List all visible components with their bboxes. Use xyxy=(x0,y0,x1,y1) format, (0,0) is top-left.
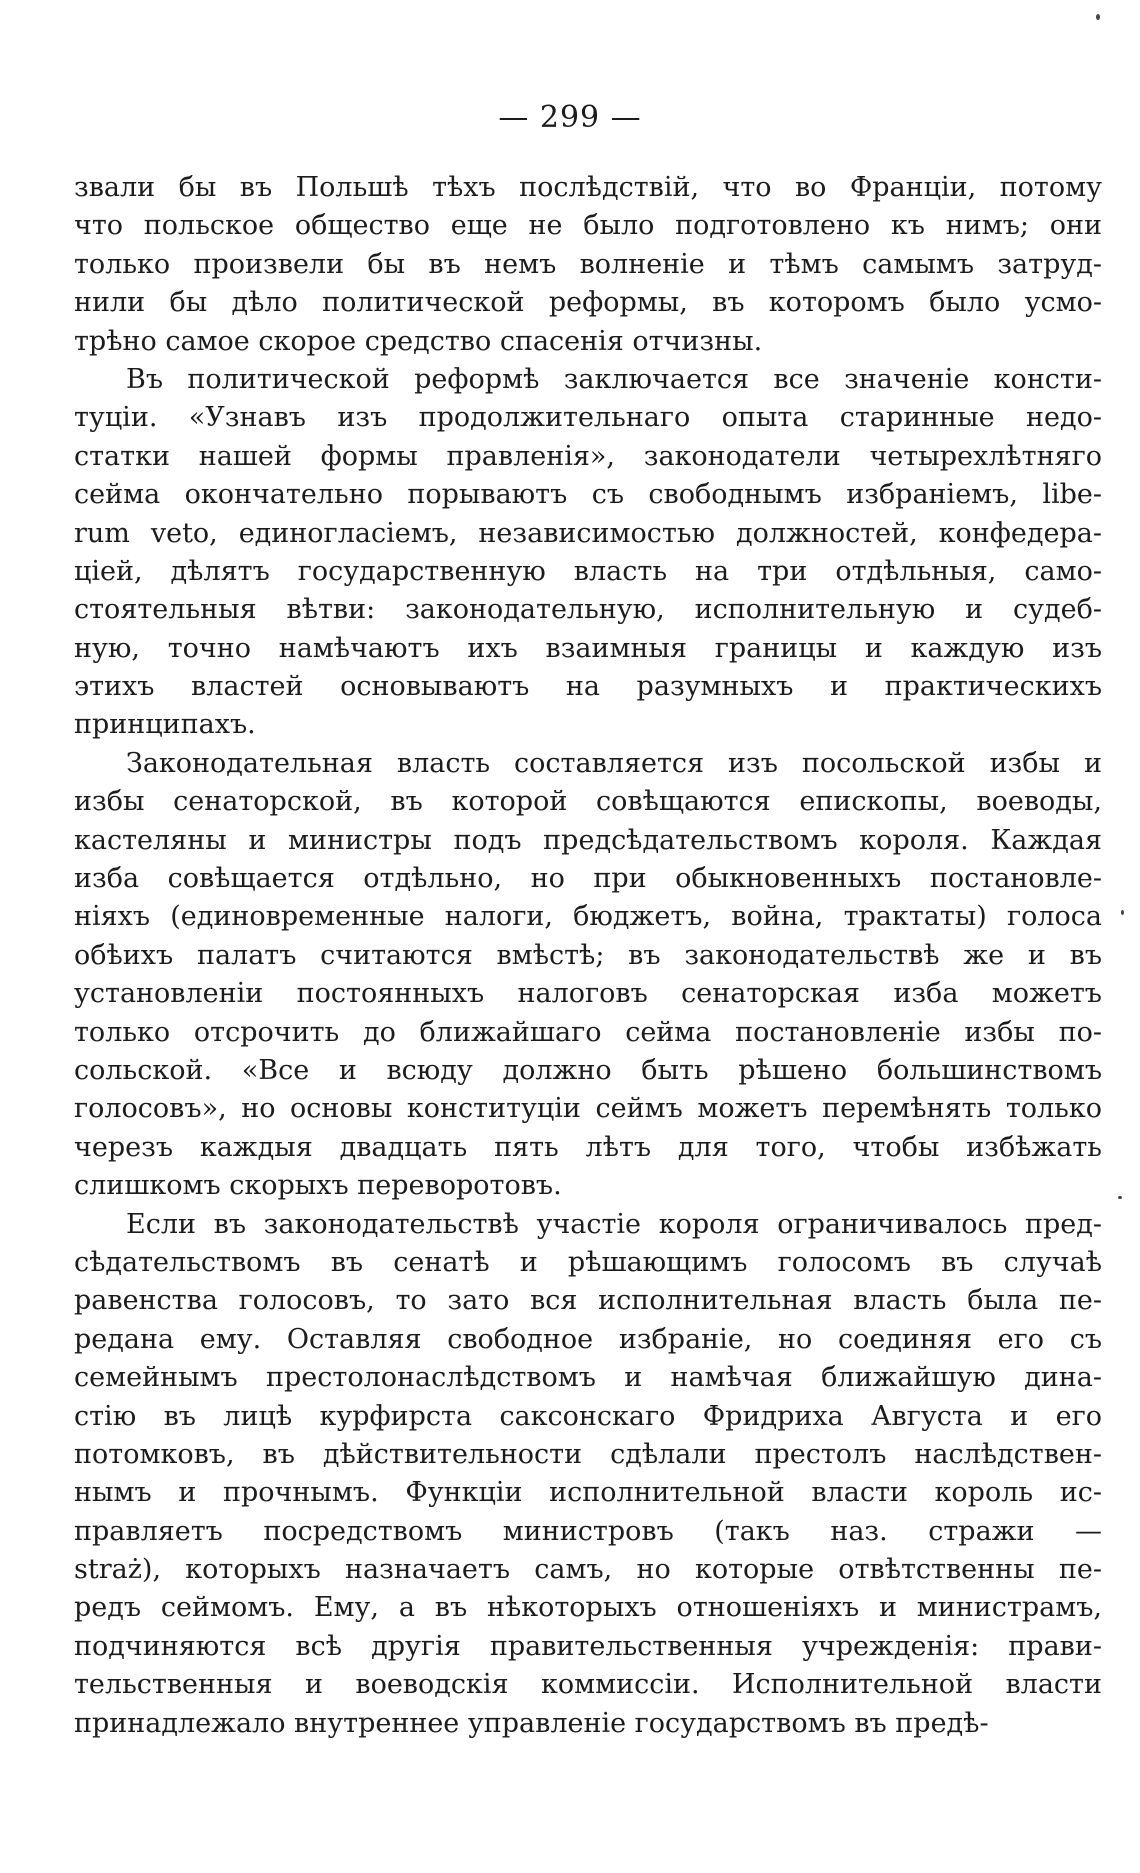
text-line: трѣно самое скорое средство спасенія отчизны. xyxy=(74,325,763,357)
text-line: статки нашей формы правленія», законодатели четырехлѣтняго xyxy=(74,440,1102,472)
text-line: тельственныя и воеводскія коммиссіи. Исполнительной власти xyxy=(74,1669,1102,1701)
text-line: straż), которыхъ назначаетъ самъ, но которые отвѣтственны пе- xyxy=(74,1554,1102,1586)
text-line: ную, точно намѣчаютъ ихъ взаимныя границы и каждую изъ xyxy=(74,632,1102,664)
text-line: туціи. «Узнавъ изъ продолжительнаго опыта старинные недо- xyxy=(74,402,1102,434)
paragraph xyxy=(74,169,1102,361)
text-line: правляетъ посредствомъ министровъ (такъ наз. стражи — xyxy=(74,1515,1102,1547)
text-line: только произвели бы въ немъ волненіе и тѣмъ самымъ затруд- xyxy=(74,248,1102,280)
text-line: слишкомъ скорыхъ переворотовъ. xyxy=(74,1170,562,1202)
text-line: обѣихъ палатъ считаются вмѣстѣ; въ законодательствѣ же и въ xyxy=(74,939,1102,971)
text-line: ніяхъ (единовременные налоги, бюджетъ, война, трактаты) голоса xyxy=(74,901,1102,933)
text-line: rum veto, единогласіемъ, независимостью должностей, конфедера- xyxy=(74,517,1102,549)
text-line: семейнымъ престолонаслѣдствомъ и намѣчая ближайшую дина- xyxy=(74,1362,1102,1394)
margin-speck xyxy=(1121,910,1124,915)
text-line: принадлежало внутреннее управленіе государствомъ въ предѣ- xyxy=(74,1707,989,1739)
text-line: Законодательная власть составляется изъ посольской избы и xyxy=(126,747,1102,779)
text-line: стію въ лицѣ курфирста саксонскаго Фридриха Августа и его xyxy=(74,1400,1102,1432)
text-line: что польское общество еще не было подготовлено къ нимъ; они xyxy=(74,210,1102,242)
text-line: Въ политической реформѣ заключается все значеніе консти- xyxy=(126,363,1102,395)
text-line: ціей, дѣлятъ государственную власть на три отдѣльныя, само- xyxy=(74,555,1102,587)
text-line: голосовъ», но основы конституціи сеймъ можетъ перемѣнять только xyxy=(74,1093,1102,1125)
text-line: только отсрочить до ближайшаго сейма постановленіе избы по- xyxy=(74,1016,1102,1048)
text-line: стоятельныя вѣтви: законодательную, исполнительную и судеб- xyxy=(74,594,1102,626)
paragraph xyxy=(74,745,1102,1206)
text-line: подчиняются всѣ другія правительственныя учрежденія: прави- xyxy=(74,1630,1102,1662)
page-number: — 299 — xyxy=(498,100,642,135)
text-line: редъ сеймомъ. Ему, а въ нѣкоторыхъ отношеніяхъ и министрамъ, xyxy=(74,1592,1102,1624)
body-text xyxy=(74,169,1102,1743)
text-line: избы сенаторской, въ которой совѣщаются епископы, воеводы, xyxy=(74,786,1102,818)
text-line: изба совѣщается отдѣльно, но при обыкновенныхъ постановле- xyxy=(74,863,1102,895)
text-line: сѣдательствомъ въ сенатѣ и рѣшающимъ голосомъ въ случаѣ xyxy=(74,1246,1102,1278)
text-line: нымъ и прочнымъ. Функціи исполнительной власти король ис- xyxy=(74,1477,1102,1509)
text-line: сольской. «Все и всюду должно быть рѣшено большинствомъ xyxy=(74,1054,1102,1086)
text-line: сейма окончательно порываютъ съ свободнымъ избраніемъ, libe- xyxy=(74,479,1102,511)
text-line: черезъ каждыя двадцать пять лѣтъ для того, чтобы избѣжать xyxy=(74,1131,1102,1163)
text-line: равенства голосовъ, то зато вся исполнительная власть была пе- xyxy=(74,1285,1102,1317)
paragraph xyxy=(74,361,1102,745)
text-line: нили бы дѣло политической реформы, въ которомъ было усмо- xyxy=(74,287,1102,319)
text-line: этихъ властей основываютъ на разумныхъ и практическихъ xyxy=(74,671,1102,703)
paragraph xyxy=(74,1206,1102,1743)
margin-speck xyxy=(1118,1196,1122,1199)
text-line: редана ему. Оставляя свободное избраніе, но соединяя его съ xyxy=(74,1323,1102,1355)
text-line: установленіи постоянныхъ налоговъ сенаторская изба можетъ xyxy=(74,978,1102,1010)
text-line: кастеляны и министры подъ предсѣдательствомъ короля. Каждая xyxy=(74,824,1102,856)
text-line: звали бы въ Польшѣ тѣхъ послѣдствій, что во Франціи, потому xyxy=(74,172,1102,203)
text-line: Если въ законодательствѣ участіе короля ограничивалось пред- xyxy=(126,1208,1102,1240)
margin-speck xyxy=(1096,14,1100,20)
text-line: принципахъ. xyxy=(74,709,256,741)
text-line: потомковъ, въ дѣйствительности сдѣлали престолъ наслѣдствен- xyxy=(74,1438,1102,1470)
